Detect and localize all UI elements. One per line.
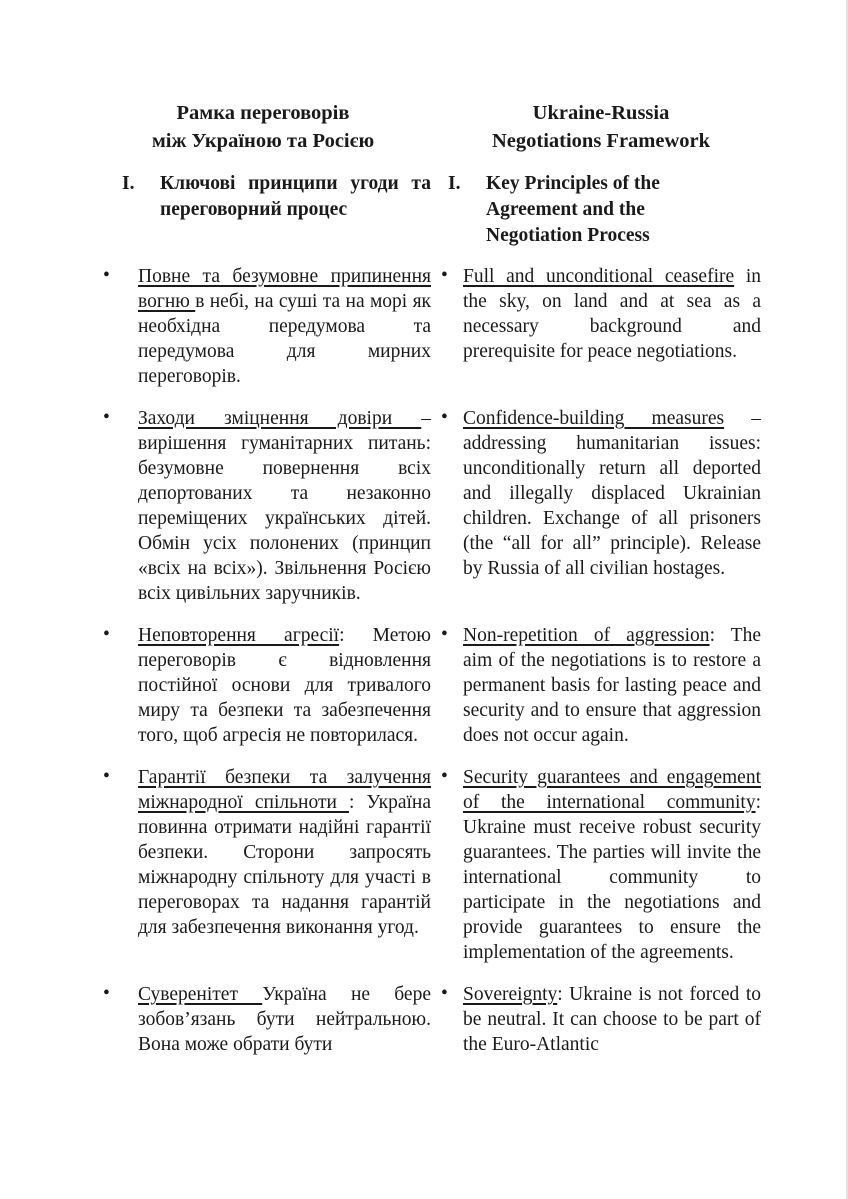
title-en-line1: Ukraine-Russia xyxy=(532,102,670,124)
bullet-text-en: : Ukraine is not forced to be neutral. It can choose to be part of the Euro-Atlantic xyxy=(463,984,761,1055)
bullet-row-non-repetition xyxy=(95,623,848,748)
bullet-item-en xyxy=(441,406,761,606)
bullet-item-uk xyxy=(95,623,431,748)
bullet-icon: • xyxy=(103,265,110,286)
title-row xyxy=(95,99,848,155)
bullet-icon: • xyxy=(103,766,110,787)
bullet-text-uk: – вирішення гуманітарних питань: безумовне повернення всіх депортованих та незаконно переміщених українських дітей. Обмін усіх полонених (принцип «всіх на всіх»). Звільнення Росією всіх цивільних заручників. xyxy=(138,408,431,604)
bullet-row-sovereignty xyxy=(95,982,848,1057)
bullet-item-en xyxy=(441,765,761,965)
bullet-icon: • xyxy=(441,624,448,645)
section-number: I. xyxy=(122,173,135,194)
bullet-lead-en: Sovereignty xyxy=(463,984,558,1005)
section-heading-en xyxy=(448,171,761,249)
bullet-icon: • xyxy=(441,983,448,1004)
bullet-row-security-guarantees xyxy=(95,765,848,965)
bullet-text-en: – addressing humanitarian issues: unconditionally return all deported and illegally displaced Ukrainian children. Exchange of all prisoners (the “all for all” principle). Release by Russia of all civilian hostages. xyxy=(463,408,761,579)
bullet-lead-uk: Гарантії безпеки та залучення міжнародної спільноти xyxy=(138,767,431,813)
bullet-row-confidence-building xyxy=(95,406,848,606)
bullet-item-uk xyxy=(95,406,431,606)
bullet-lead-uk: Суверенітет xyxy=(138,984,263,1005)
title-uk-line2: між Україною та Росією xyxy=(151,130,375,152)
bullet-icon: • xyxy=(441,265,448,286)
title-uk-line1: Рамка переговорів xyxy=(176,102,350,124)
bullet-row-ceasefire xyxy=(95,264,848,389)
bullet-icon: • xyxy=(441,766,448,787)
bullet-text-en: : Ukraine must receive robust security guarantees. The parties will invite the international community to participate in the negotiations and provide guarantees to ensure the implementation of the agreements. xyxy=(463,792,761,963)
section-heading-en-text: Key Principles of the Agreement and the Negotiation Process xyxy=(486,173,660,246)
bullet-text-en: : The aim of the negotiations is to restore a permanent basis for lasting peace and security and to ensure that aggression does not occur again. xyxy=(463,625,761,746)
bullet-item-en xyxy=(441,982,761,1057)
bullet-lead-uk: Заходи зміцнення довіри xyxy=(138,408,422,429)
bullet-icon: • xyxy=(441,407,448,428)
bullet-lead-uk: Неповторення агресії xyxy=(138,625,340,646)
bullet-text-uk: : Метою переговорів є відновлення постійної основи для тривалого миру та безпеки та забезпечення того, щоб агресія не повторилася. xyxy=(138,625,431,746)
title-en-line2: Negotiations Framework xyxy=(491,130,711,152)
bullet-icon: • xyxy=(103,624,110,645)
bullet-item-en xyxy=(441,264,761,389)
document-title-uk xyxy=(95,99,431,155)
section-heading-row xyxy=(95,171,848,249)
bullet-icon: • xyxy=(103,407,110,428)
bullet-icon: • xyxy=(103,983,110,1004)
document-title-en xyxy=(441,99,761,155)
bullet-text-en: in the sky, on land and at sea as a necessary background and prerequisite for peace negotiations. xyxy=(463,266,761,362)
bullet-item-uk xyxy=(95,264,431,389)
bullet-item-uk xyxy=(95,765,431,965)
bullet-item-uk xyxy=(95,982,431,1057)
bullet-item-en xyxy=(441,623,761,748)
bullet-text-uk: : Україна повинна отримати надійні гарантії безпеки. Сторони запросять міжнародну спільноту для участі в переговорах та надання гарантій для забезпечення виконання угод. xyxy=(138,792,431,938)
bullet-lead-uk: Повне та безумовне припинення вогню xyxy=(138,266,431,312)
bullet-lead-en: Non-repetition of aggression xyxy=(463,625,710,646)
bullet-text-uk: в небі, на суші та на морі як необхідна передумова та передумова для мирних переговорів. xyxy=(138,291,432,387)
section-heading-uk xyxy=(122,171,431,249)
bullet-lead-en: Full and unconditional ceasefire xyxy=(463,266,735,287)
bullet-lead-en: Security guarantees and engagement of the international community xyxy=(463,767,761,813)
bullet-text-uk: Україна не бере зобов’язань бути нейтральною. Вона може обрати бути xyxy=(138,984,431,1055)
section-heading-uk-text: Ключові принципи угоди та переговорний процес xyxy=(160,173,431,220)
bullet-lead-en: Confidence-building measures xyxy=(463,408,725,429)
section-number: I. xyxy=(448,173,461,194)
